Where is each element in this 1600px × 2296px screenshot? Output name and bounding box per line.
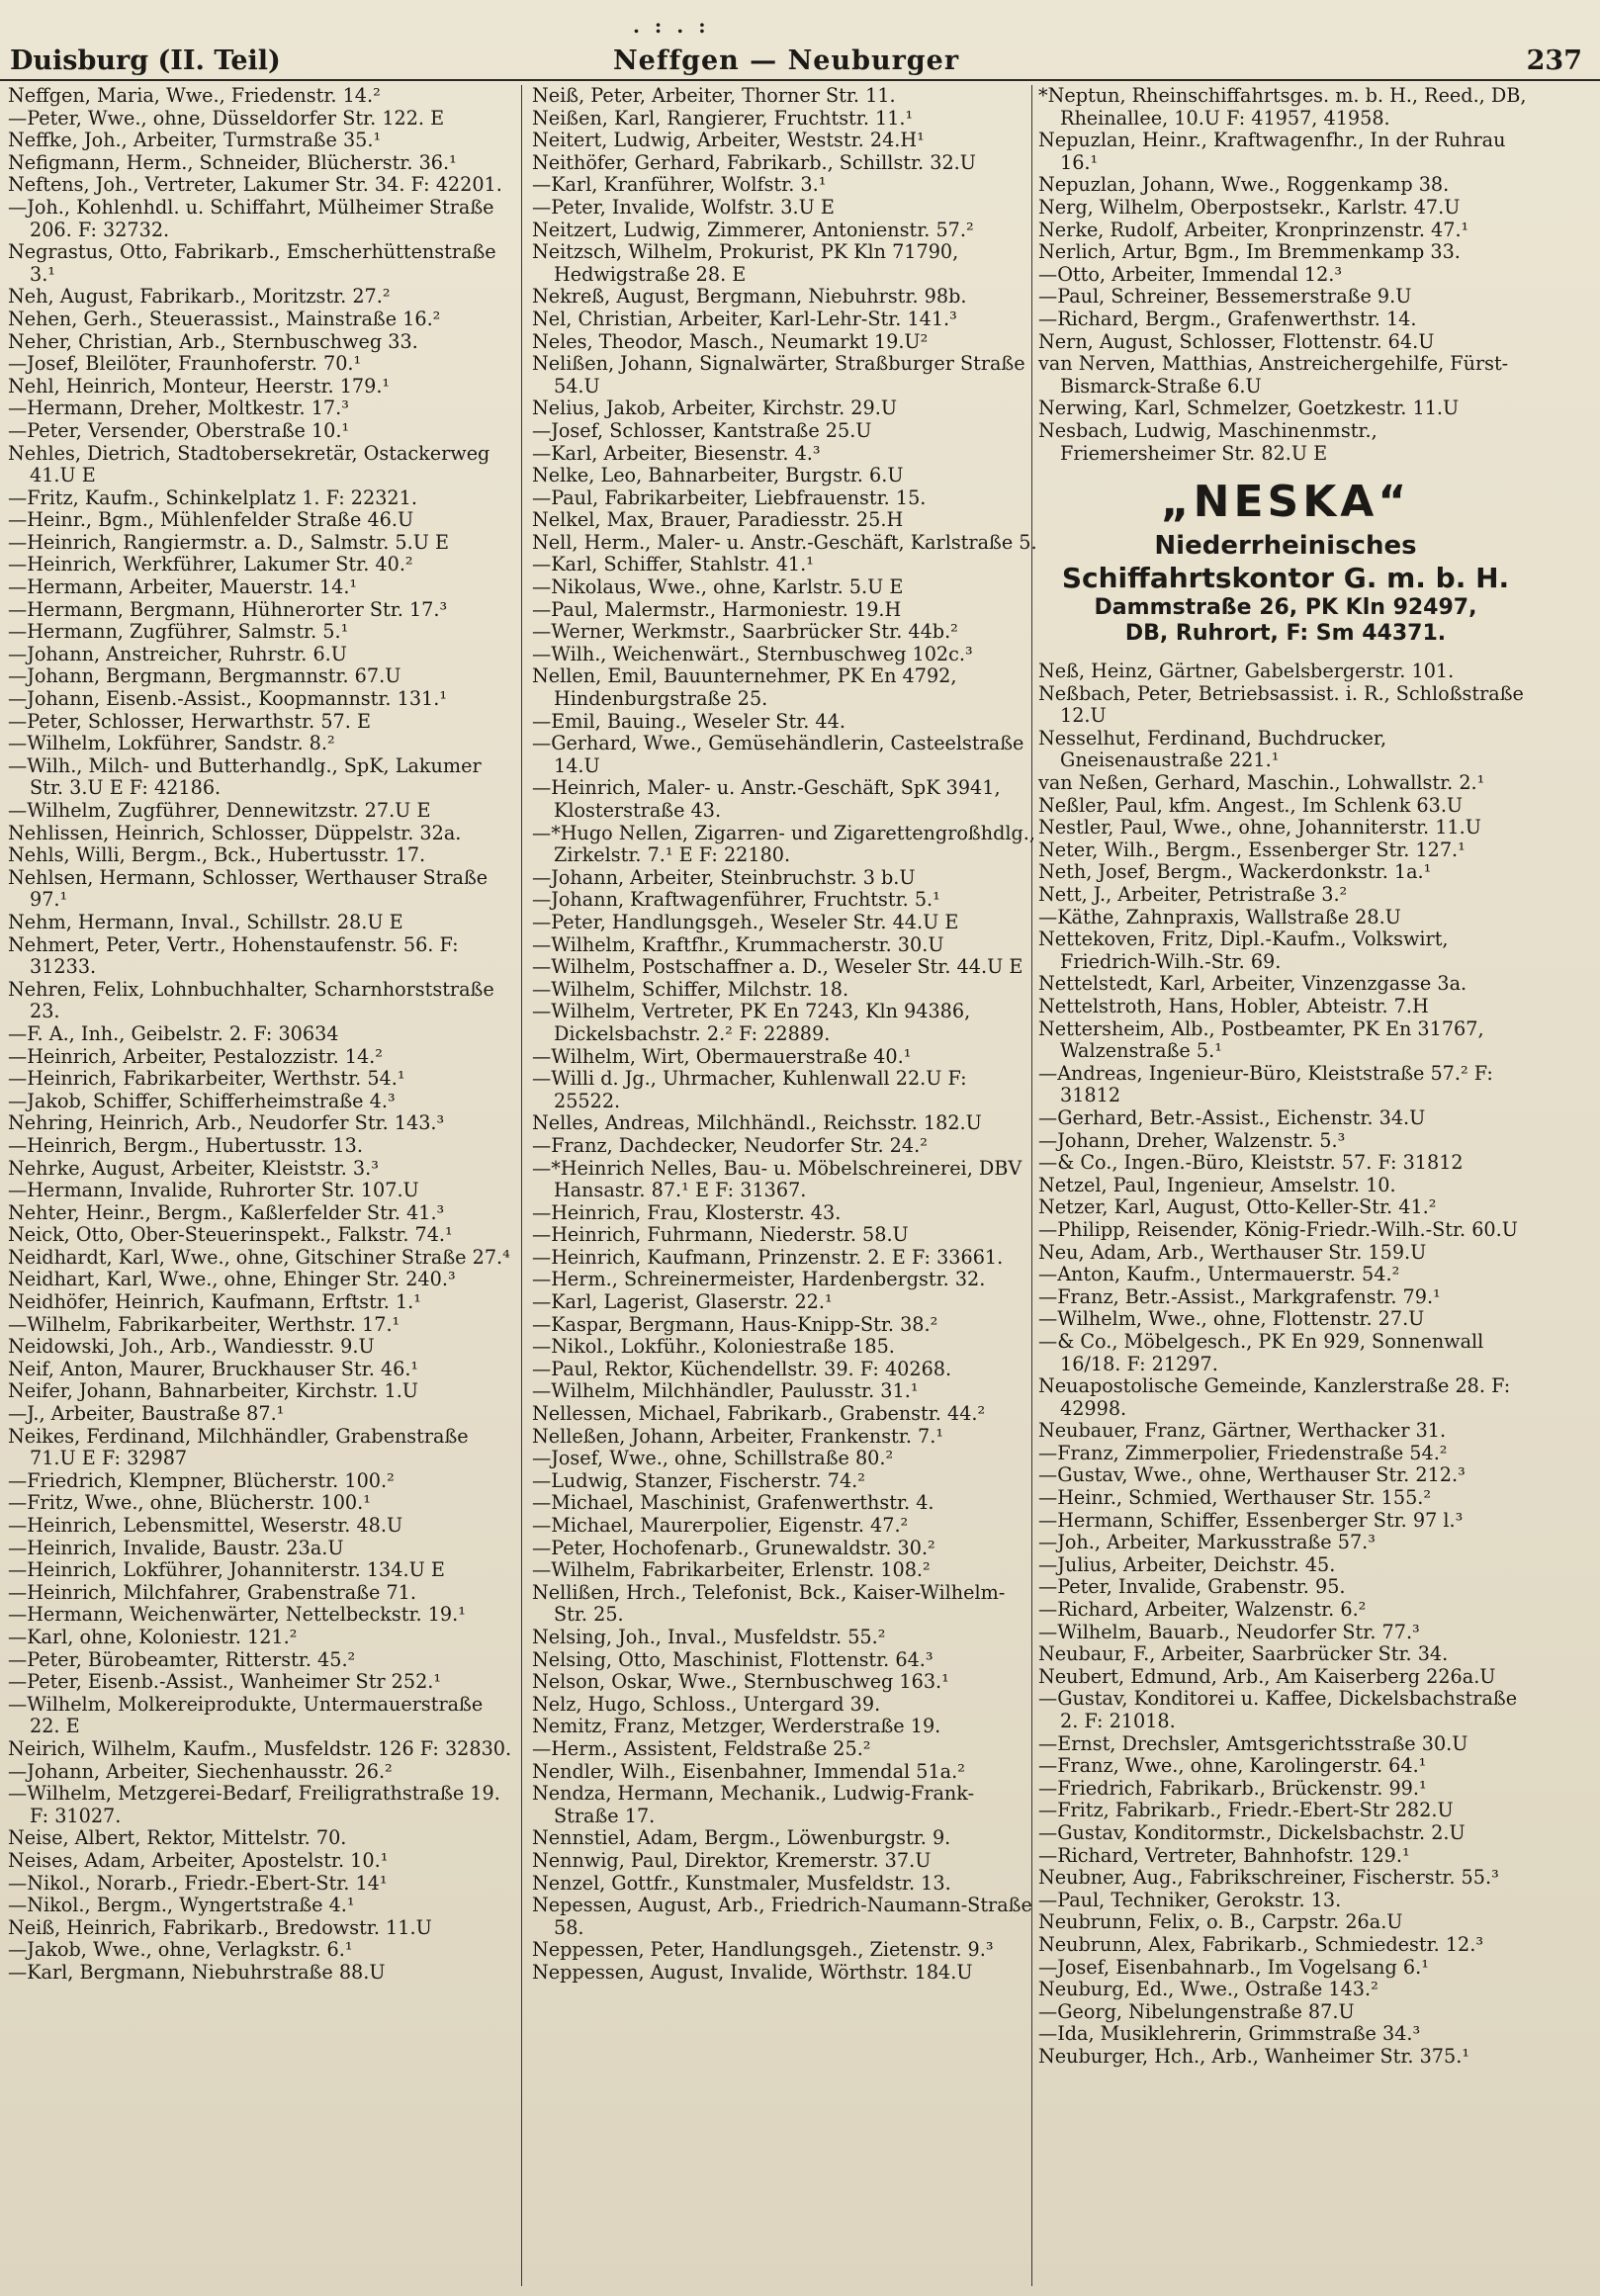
directory-entry: —Johann, Dreher, Walzenstr. 5.³	[1038, 1128, 1346, 1152]
directory-entry: Neuapostolische Gemeinde, Kanzlerstraße 28. F: 42998.	[1038, 1374, 1511, 1420]
header-name-range: Neffgen — Neuburger	[613, 45, 960, 76]
directory-entry: Nell, Herm., Maler- u. Anstr.-Geschäft, Karlstraße 5.	[532, 530, 1037, 554]
directory-entry: Nehren, Felix, Lohnbuchhalter, Scharnhorststraße 23.	[8, 977, 494, 1023]
directory-entry: —Wilhelm, Schiffer, Milchstr. 18.	[532, 977, 849, 1001]
directory-entry: —Johann, Arbeiter, Steinbruchstr. 3 b.U	[532, 865, 916, 889]
directory-entry: Nelius, Jakob, Arbeiter, Kirchstr. 29.U	[532, 397, 897, 420]
directory-entry: —Paul, Techniker, Gerokstr. 13.	[1038, 1888, 1342, 1911]
directory-entry: —Käthe, Zahnpraxis, Wallstraße 28.U	[1038, 905, 1401, 928]
ad-line-1: Niederrheinisches	[1154, 531, 1417, 562]
directory-entry: —Franz, Betr.-Assist., Markgrafenstr. 79.¹	[1038, 1284, 1441, 1308]
directory-entry: —Friedrich, Klempner, Blücherstr. 100.²	[8, 1468, 395, 1492]
directory-entry: —Johann, Eisenb.-Assist., Koopmannstr. 131.¹	[8, 687, 448, 711]
directory-entry: Nehl, Heinrich, Monteur, Heerstr. 179.¹	[8, 374, 391, 397]
directory-entry: Neidhöfer, Heinrich, Kaufmann, Erftstr. 1.¹	[8, 1290, 421, 1314]
directory-entry: Nehring, Heinrich, Arb., Neudorfer Str. 143.³	[8, 1111, 445, 1135]
directory-entry: —Richard, Bergm., Grafenwerthstr. 14.	[1038, 307, 1417, 330]
directory-entry: —Julius, Arbeiter, Deichstr. 45.	[1038, 1552, 1336, 1576]
directory-entry: —Hermann, Arbeiter, Mauerstr. 14.¹	[8, 575, 358, 599]
directory-entry: Neubaur, F., Arbeiter, Saarbrücker Str. 34.	[1038, 1642, 1449, 1666]
directory-entry: —Peter, Invalide, Grabenstr. 95.	[1038, 1575, 1346, 1599]
directory-entry: —Wilhelm, Kraftfhr., Krummacherstr. 30.U	[532, 932, 944, 956]
directory-entry: Neter, Wilh., Bergm., Essenberger Str. 127.¹	[1038, 838, 1466, 861]
directory-entry: van Nerven, Matthias, Anstreichergehilfe, Fürst-Bismarck-Straße 6.U	[1038, 352, 1509, 397]
directory-entry: —Franz, Wwe., ohne, Karolingerstr. 64.¹	[1038, 1754, 1427, 1778]
directory-entry: —Karl, Arbeiter, Biesenstr. 4.³	[532, 441, 821, 465]
directory-entry: —Herm., Assistent, Feldstraße 25.²	[532, 1736, 871, 1760]
directory-entry: —Josef, Eisenbahnarb., Im Vogelsang 6.¹	[1038, 1955, 1429, 1979]
directory-entry: Nelißen, Johann, Signalwärter, Straßburger Straße 54.U	[532, 352, 1025, 397]
directory-entry: —Ida, Musiklehrerin, Grimmstraße 34.³	[1038, 2022, 1421, 2046]
directory-entry: Neuburger, Hch., Arb., Wanheimer Str. 375.¹	[1038, 2044, 1470, 2068]
directory-entry: —Wilhelm, Lokführer, Sandstr. 8.²	[8, 732, 335, 755]
directory-entry: van Neßen, Gerhard, Maschin., Lohwallstr. 2.¹	[1038, 771, 1485, 795]
directory-entry: Neitert, Ludwig, Arbeiter, Weststr. 24.H¹	[532, 129, 925, 152]
directory-entry: Nerg, Wilhelm, Oberpostsekr., Karlstr. 47.U	[1038, 195, 1461, 219]
directory-entry: Neitzsch, Wilhelm, Prokurist, PK Kln 71790, Hedwigstraße 28. E	[532, 240, 959, 286]
directory-entry: Nehles, Dietrich, Stadtobersekretär, Ostackerweg 41.U E	[8, 441, 490, 487]
directory-entry: —Philipp, Reisender, König-Friedr.-Wilh.-Str. 60.U	[1038, 1217, 1518, 1241]
directory-entry: —Werner, Werkmstr., Saarbrücker Str. 44b.²	[532, 620, 958, 644]
directory-entry: Nepuzlan, Johann, Wwe., Roggenkamp 38.	[1038, 173, 1450, 197]
neska-advertisement	[1038, 475, 1533, 647]
directory-entry: —Johann, Bergmann, Bergmannstr. 67.U	[8, 664, 401, 688]
directory-entry: —Heinrich, Frau, Klosterstr. 43.	[532, 1200, 842, 1224]
directory-entry: —Michael, Maschinist, Grafenwerthstr. 4.	[532, 1491, 934, 1515]
directory-entry: —Wilhelm, Metzgerei-Bedarf, Freiligrathstraße 19. F: 31027.	[8, 1782, 500, 1827]
directory-entry: Neubrunn, Felix, o. B., Carpstr. 26a.U	[1038, 1910, 1403, 1934]
directory-entry: —Fritz, Kaufm., Schinkelplatz 1. F: 22321.	[8, 486, 417, 509]
directory-entry: Nepuzlan, Heinr., Kraftwagenfhr., In der Ruhrau 16.¹	[1038, 129, 1506, 174]
directory-entry: Nellen, Emil, Bauunternehmer, PK En 4792, Hindenburgstraße 25.	[532, 664, 957, 711]
directory-entry: —Peter, Hochofenarb., Grunewaldstr. 30.²	[532, 1536, 935, 1559]
directory-entry: —Wilhelm, Molkereiprodukte, Untermauerstraße 22. E	[8, 1692, 484, 1738]
directory-entry: —Heinrich, Arbeiter, Pestalozzistr. 14.²	[8, 1044, 383, 1068]
directory-entry: —Wilhelm, Vertreter, PK En 7243, Kln 94386, Dickelsbachstr. 2.² F: 22889.	[532, 1000, 971, 1045]
directory-entry: —Heinrich, Lebensmittel, Weserstr. 48.U	[8, 1514, 403, 1537]
directory-entry: —Joh., Kohlenhdl. u. Schiffahrt, Mülheimer Straße 206. F: 32732.	[8, 195, 494, 241]
directory-entry: Nern, August, Schlosser, Flottenstr. 64.U	[1038, 329, 1435, 353]
directory-entry: —Wilhelm, Postschaffner a. D., Weseler Str. 44.U E	[532, 955, 1023, 979]
directory-entry: —Heinrich, Lokführer, Johanniterstr. 134.U E	[8, 1558, 445, 1582]
directory-entry: —Hermann, Schiffer, Essenberger Str. 97 l.³	[1038, 1508, 1464, 1532]
directory-entry: Neirich, Wilhelm, Kaufm., Musfeldstr. 126 F: 32830.	[8, 1736, 512, 1760]
directory-entry: Nelz, Hugo, Schloss., Untergard 39.	[532, 1692, 881, 1716]
directory-entry: Neubert, Edmund, Arb., Am Kaiserberg 226a.U	[1038, 1664, 1496, 1688]
directory-entry: —Heinr., Schmied, Werthauser Str. 155.²	[1038, 1486, 1432, 1510]
directory-entry: —Wilhelm, Wwe., ohne, Flottenstr. 27.U	[1038, 1307, 1425, 1331]
directory-entry: —Wilh., Milch- und Butterhandlg., SpK, Lakumer Str. 3.U E F: 42186.	[8, 753, 482, 800]
directory-entry: —Ludwig, Stanzer, Fischerstr. 74.²	[532, 1468, 865, 1492]
directory-entry: —Paul, Fabrikarbeiter, Liebfrauenstr. 15.	[532, 486, 927, 509]
directory-entry: Nennstiel, Adam, Bergm., Löwenburgstr. 9.	[532, 1826, 951, 1850]
directory-entry: —Hermann, Invalide, Ruhrorter Str. 107.U	[8, 1179, 419, 1202]
directory-entry: —Karl, Kranführer, Wolfstr. 3.¹	[532, 173, 827, 197]
directory-entry: Neick, Otto, Ober-Steuerinspekt., Falkstr. 74.¹	[8, 1223, 453, 1247]
directory-entry: —Emil, Bauing., Weseler Str. 44.	[532, 709, 845, 733]
directory-entry: Nelles, Andreas, Milchhändl., Reichsstr. 182.U	[532, 1111, 982, 1135]
directory-entry: Neikes, Ferdinand, Milchhändler, Grabenstraße 71.U E F: 32987	[8, 1424, 469, 1470]
directory-entry: Neubner, Aug., Fabrikschreiner, Fischerstr. 55.³	[1038, 1866, 1499, 1890]
directory-entry: —Karl, Schiffer, Stahlstr. 41.¹	[532, 553, 814, 576]
directory-entry: —Paul, Schreiner, Bessemerstraße 9.U	[1038, 285, 1412, 309]
directory-entry: —Peter, Eisenb.-Assist., Wanheimer Str 252.¹	[8, 1670, 442, 1694]
header-city: Duisburg (II. Teil)	[10, 45, 281, 76]
directory-entry: —Peter, Invalide, Wolfstr. 3.U E	[532, 195, 835, 219]
directory-entry: Nelke, Leo, Bahnarbeiter, Burgstr. 6.U	[532, 464, 904, 487]
directory-entry: —Johann, Anstreicher, Ruhrstr. 6.U	[8, 642, 347, 665]
directory-entry: —& Co., Ingen.-Büro, Kleiststr. 57. F: 31812	[1038, 1151, 1464, 1175]
directory-entry: Nettekoven, Fritz, Dipl.-Kaufm., Volkswirt, Friedrich-Wilh.-Str. 69.	[1038, 927, 1449, 973]
directory-entry: —Wilhelm, Milchhändler, Paulusstr. 31.¹	[532, 1379, 919, 1403]
directory-entry: —Peter, Schlosser, Herwarthstr. 57. E	[8, 709, 371, 733]
directory-entry: —Michael, Maurerpolier, Eigenstr. 47.²	[532, 1514, 909, 1537]
directory-entry: —Jakob, Wwe., ohne, Verlagkstr. 6.¹	[8, 1938, 353, 1962]
directory-entry: —Jakob, Schiffer, Schifferheimstraße 4.³	[8, 1089, 396, 1112]
directory-entry: Neh, August, Fabrikarb., Moritzstr. 27.²	[8, 285, 391, 309]
column-divider-1	[521, 85, 522, 2286]
directory-entry: Nennwig, Paul, Direktor, Kremerstr. 37.U	[532, 1848, 932, 1872]
directory-entry: Neifer, Johann, Bahnarbeiter, Kirchstr. 1.U	[8, 1379, 418, 1403]
directory-entry: —Nikol., Lokführ., Koloniestraße 185.	[532, 1335, 895, 1359]
ad-line-4: DB, Ruhrort, F: Sm 44371.	[1124, 621, 1447, 647]
directory-entry: —Heinrich, Bergm., Hubertusstr. 13.	[8, 1133, 363, 1157]
directory-entry: Neidhardt, Karl, Wwe., ohne, Gitschiner Straße 27.⁴	[8, 1245, 510, 1269]
directory-entry: Neißen, Karl, Rangierer, Fruchtstr. 11.¹	[532, 106, 914, 130]
directory-entry: —Fritz, Fabrikarb., Friedr.-Ebert-Str 282.U	[1038, 1799, 1454, 1822]
directory-entry: Nerke, Rudolf, Arbeiter, Kronprinzenstr. 47.¹	[1038, 218, 1469, 241]
directory-entry: —Karl, Bergmann, Niebuhrstraße 88.U	[8, 1960, 386, 1984]
directory-entry: Nettelstedt, Karl, Arbeiter, Vinzenzgasse 3a.	[1038, 972, 1467, 996]
directory-entry: —Gerhard, Wwe., Gemüsehändlerin, Casteelstraße 14.U	[532, 732, 1024, 777]
directory-entry: Neffgen, Maria, Wwe., Friedenstr. 14.²	[8, 85, 381, 107]
directory-entry: Neffke, Joh., Arbeiter, Turmstraße 35.¹	[8, 129, 382, 152]
directory-entry: —Johann, Kraftwagenführer, Fruchtstr. 5.¹	[532, 888, 940, 912]
directory-entry: —Wilhelm, Fabrikarbeiter, Erlenstr. 108.²	[532, 1558, 931, 1582]
directory-entry: —*Hugo Nellen, Zigarren- und Zigarettengroßhdlg., Zirkelstr. 7.¹ E F: 22180.	[532, 821, 1035, 867]
directory-entry: —Heinrich, Invalide, Baustr. 23a.U	[8, 1536, 344, 1559]
directory-entry: Neppessen, Peter, Handlungsgeh., Zietenstr. 9.³	[532, 1938, 994, 1962]
directory-entry: —Wilhelm, Bauarb., Neudorfer Str. 77.³	[1038, 1620, 1420, 1643]
directory-entry: —Gerhard, Betr.-Assist., Eichenstr. 34.U	[1038, 1105, 1426, 1129]
directory-entry: Nett, J., Arbeiter, Petristraße 3.²	[1038, 883, 1348, 907]
directory-entry: —Otto, Arbeiter, Immendal 12.³	[1038, 262, 1343, 286]
directory-entry: Nelsing, Joh., Inval., Musfeldstr. 55.²	[532, 1625, 886, 1648]
directory-entry: —Josef, Wwe., ohne, Schillstraße 80.²	[532, 1447, 894, 1470]
directory-entry: Neftens, Joh., Vertreter, Lakumer Str. 34. F: 42201.	[8, 173, 502, 197]
directory-entry: Neiß, Peter, Arbeiter, Thorner Str. 11.	[532, 85, 896, 107]
directory-entry: Neitzert, Ludwig, Zimmerer, Antonienstr. 57.²	[532, 218, 974, 241]
page-number: 237	[1526, 45, 1582, 76]
directory-entry: Nekreß, August, Bergmann, Niebuhrstr. 98b.	[532, 285, 967, 309]
directory-entry: *Neptun, Rheinschiffahrtsges. m. b. H., Reed., DB, Rheinallee, 10.U F: 41957, 41958.	[1038, 85, 1527, 130]
directory-entry: Nellißen, Hrch., Telefonist, Bck., Kaiser-Wilhelm-Str. 25.	[532, 1580, 1006, 1627]
directory-entry: Nehm, Hermann, Inval., Schillstr. 28.U E	[8, 910, 403, 933]
directory-entry: —J., Arbeiter, Baustraße 87.¹	[8, 1402, 285, 1426]
directory-entry: —Peter, Wwe., ohne, Düsseldorfer Str. 122. E	[8, 106, 445, 130]
directory-entry: —Georg, Nibelungenstraße 87.U	[1038, 1999, 1355, 2023]
column-3	[1038, 85, 1533, 2290]
directory-entry: —Hermann, Zugführer, Salmstr. 5.¹	[8, 620, 349, 644]
directory-entry: Neises, Adam, Arbeiter, Apostelstr. 10.¹	[8, 1848, 389, 1872]
directory-entry: Nenzel, Gottfr., Kunstmaler, Musfeldstr. 13.	[532, 1871, 951, 1895]
ad-line-2: Schiffahrtskontor G. m. b. H.	[1061, 562, 1510, 595]
directory-entry: Neiß, Heinrich, Fabrikarb., Bredowstr. 11.U	[8, 1915, 432, 1939]
directory-entry: —Heinrich, Werkführer, Lakumer Str. 40.²	[8, 553, 413, 576]
directory-entry: Neppessen, August, Invalide, Wörthstr. 184.U	[532, 1960, 973, 1984]
directory-entry: Nettelstroth, Hans, Hobler, Abteistr. 7.H	[1038, 995, 1429, 1017]
directory-entry: —Kaspar, Bergmann, Haus-Knipp-Str. 38.²	[532, 1312, 938, 1336]
directory-entry: —Gustav, Konditorei u. Kaffee, Dickelsbachstraße 2. F: 21018.	[1038, 1687, 1518, 1732]
directory-entry: Neif, Anton, Maurer, Bruckhauser Str. 46.¹	[8, 1357, 419, 1380]
directory-entry: —Wilhelm, Fabrikarbeiter, Werthstr. 17.¹	[8, 1312, 400, 1336]
directory-entry: Nesselhut, Ferdinand, Buchdrucker, Gneisenaustraße 221.¹	[1038, 726, 1387, 772]
directory-entry: Nepessen, August, Arb., Friedrich-Naumann-Straße 58.	[532, 1894, 1032, 1939]
directory-entry: Nehen, Gerh., Steuerassist., Mainstraße 16.²	[8, 307, 441, 330]
directory-entry: —Peter, Bürobeamter, Ritterstr. 45.²	[8, 1647, 356, 1671]
directory-entry: —F. A., Inh., Geibelstr. 2. F: 30634	[8, 1021, 339, 1045]
directory-entry: —Karl, Lagerist, Glaserstr. 22.¹	[532, 1290, 833, 1314]
directory-entry: Nehlsen, Hermann, Schlosser, Werthauser Straße 97.¹	[8, 865, 489, 912]
directory-entry: —Herm., Schreinermeister, Hardenbergstr. 32.	[532, 1268, 986, 1291]
directory-entry: —Nikol., Norarb., Friedr.-Ebert-Str. 14¹	[8, 1871, 388, 1895]
directory-entry: Neithöfer, Gerhard, Fabrikarb., Schillstr. 32.U	[532, 150, 976, 174]
directory-entry: Nelsing, Otto, Maschinist, Flottenstr. 64.³	[532, 1647, 933, 1671]
directory-entry: —Fritz, Wwe., ohne, Blücherstr. 100.¹	[8, 1491, 371, 1515]
directory-entry: Nemitz, Franz, Metzger, Werderstraße 19.	[532, 1715, 941, 1738]
directory-entry: —Paul, Rektor, Küchendellstr. 39. F: 40268.	[532, 1357, 952, 1380]
directory-entry: Nendza, Hermann, Mechanik., Ludwig-Frank-Straße 17.	[532, 1782, 975, 1827]
column-2	[532, 85, 1038, 2290]
directory-entry: —Gustav, Wwe., ohne, Werthauser Str. 212.³	[1038, 1463, 1466, 1487]
directory-entry: —Wilhelm, Zugführer, Dennewitzstr. 27.U E	[8, 799, 431, 822]
directory-entry: Neth, Josef, Bergm., Wackerdonkstr. 1a.¹	[1038, 860, 1432, 884]
directory-entry: Nehls, Willi, Bergm., Bck., Hubertusstr. 17.	[8, 843, 426, 867]
directory-entry: —Willi d. Jg., Uhrmacher, Kuhlenwall 22.U F: 25522.	[532, 1067, 967, 1112]
directory-entry: —Anton, Kaufm., Untermauerstr. 54.²	[1038, 1263, 1400, 1286]
directory-entry: Neise, Albert, Rektor, Mittelstr. 70.	[8, 1826, 347, 1850]
directory-entry: Neles, Theodor, Masch., Neumarkt 19.U²	[532, 329, 929, 353]
directory-entry: Nettersheim, Alb., Postbeamter, PK En 31767, Walzenstraße 5.¹	[1038, 1016, 1484, 1063]
directory-entry: —Peter, Versender, Oberstraße 10.¹	[8, 418, 350, 442]
ad-company-name: „NESKA“	[1160, 477, 1411, 528]
header-ornament: . : . :	[633, 14, 710, 38]
directory-entry: Neu, Adam, Arb., Werthauser Str. 159.U	[1038, 1240, 1427, 1264]
directory-entry: —Gustav, Konditormstr., Dickelsbachstr. 2.U	[1038, 1820, 1466, 1844]
directory-entry: Nerlich, Artur, Bgm., Im Bremmenkamp 33.	[1038, 240, 1461, 264]
directory-entry: —Heinrich, Kaufmann, Prinzenstr. 2. E F: 33661.	[532, 1245, 1004, 1269]
directory-entry: Neubauer, Franz, Gärtner, Werthacker 31.	[1038, 1419, 1447, 1443]
directory-entry: —Andreas, Ingenieur-Büro, Kleiststraße 57.² F: 31812	[1038, 1061, 1493, 1107]
directory-entry: —Nikol., Bergm., Wyngertstraße 4.¹	[8, 1894, 355, 1917]
directory-entry: Nehlissen, Heinrich, Schlosser, Düppelstr. 32a.	[8, 821, 462, 844]
directory-entry: —Nikolaus, Wwe., ohne, Karlstr. 5.U E	[532, 575, 904, 599]
directory-entry: Neidhart, Karl, Wwe., ohne, Ehinger Str. 240.³	[8, 1268, 456, 1291]
directory-entry: —Wilh., Weichenwärt., Sternbuschweg 102c.³	[532, 642, 973, 665]
ad-line-3: Dammstraße 26, PK Kln 92497,	[1094, 595, 1477, 621]
column-1	[8, 85, 514, 2290]
directory-entry: —Hermann, Dreher, Moltkestr. 17.³	[8, 397, 349, 420]
directory-entry: Nefigmann, Herm., Schneider, Blücherstr. 36.¹	[8, 150, 457, 174]
directory-entry: —Richard, Arbeiter, Walzenstr. 6.²	[1038, 1598, 1367, 1622]
directory-entry: Nesbach, Ludwig, Maschinenmstr., Friemersheimer Str. 82.U E	[1038, 418, 1378, 465]
directory-entry: —Heinr., Bgm., Mühlenfelder Straße 46.U	[8, 508, 414, 532]
directory-entry: —*Heinrich Nelles, Bau- u. Möbelschreinerei, DBV Hansastr. 87.¹ E F: 31367.	[532, 1156, 1022, 1202]
directory-entry: —Hermann, Bergmann, Hühnerorter Str. 17.³	[8, 597, 448, 621]
directory-entry: Neß, Heinz, Gärtner, Gabelsbergerstr. 101.	[1038, 660, 1455, 683]
directory-entry: —Paul, Malermstr., Harmoniestr. 19.H	[532, 597, 902, 621]
directory-entry: Nelkel, Max, Brauer, Paradiesstr. 25.H	[532, 508, 904, 532]
directory-entry: —Heinrich, Fabrikarbeiter, Werthstr. 54.¹	[8, 1067, 405, 1091]
directory-entry: —Heinrich, Fuhrmann, Niederstr. 58.U	[532, 1223, 909, 1247]
directory-entry: Neher, Christian, Arb., Sternbuschweg 33.	[8, 329, 418, 353]
directory-entry: Neßler, Paul, kfm. Angest., Im Schlenk 63.U	[1038, 793, 1464, 817]
directory-entry: Nehter, Heinr., Bergm., Kaßlerfelder Str. 41.³	[8, 1200, 445, 1224]
directory-entry: —Friedrich, Fabrikarb., Brückenstr. 99.¹	[1038, 1776, 1427, 1800]
directory-entry: Neuburg, Ed., Wwe., Ostraße 143.²	[1038, 1978, 1378, 2001]
directory-entry: —Franz, Zimmerpolier, Friedenstraße 54.²	[1038, 1441, 1448, 1464]
directory-entry: —Heinrich, Rangiermstr. a. D., Salmstr. 5.U E	[8, 530, 449, 554]
directory-entry: Netzel, Paul, Ingenieur, Amselstr. 10.	[1038, 1173, 1396, 1196]
directory-entry: Nerwing, Karl, Schmelzer, Goetzkestr. 11.U	[1038, 397, 1460, 420]
directory-entry: Nelleßen, Johann, Arbeiter, Frankenstr. 7.¹	[532, 1424, 944, 1448]
directory-entry: —Hermann, Weichenwärter, Nettelbeckstr. 19.¹	[8, 1603, 466, 1627]
page-header	[0, 14, 1600, 81]
directory-entry: Netzer, Karl, August, Otto-Keller-Str. 41.²	[1038, 1195, 1437, 1219]
directory-entry: —Joh., Arbeiter, Markusstraße 57.³	[1038, 1531, 1376, 1554]
directory-entry: —& Co., Möbelgesch., PK En 929, Sonnenwall 16/18. F: 21297.	[1038, 1329, 1484, 1375]
directory-entry: Nelson, Oskar, Wwe., Sternbuschweg 163.¹	[532, 1670, 949, 1694]
directory-entry: —Josef, Bleilöter, Fraunhoferstr. 70.¹	[8, 352, 362, 376]
directory-entry: Nestler, Paul, Wwe., ohne, Johanniterstr. 11.U	[1038, 816, 1481, 839]
directory-entry: —Heinrich, Milchfahrer, Grabenstraße 71.	[8, 1580, 416, 1604]
directory-entry: Negrastus, Otto, Fabrikarb., Emscherhüttenstraße 3.¹	[8, 240, 496, 286]
directory-entry: Nellessen, Michael, Fabrikarb., Grabenstr. 44.²	[532, 1402, 986, 1426]
directory-entry: —Johann, Arbeiter, Siechenhausstr. 26.²	[8, 1759, 393, 1783]
directory-entry: —Wilhelm, Wirt, Obermauerstraße 40.¹	[532, 1044, 912, 1068]
directory-entry: —Ernst, Drechsler, Amtsgerichtsstraße 30.U	[1038, 1731, 1468, 1755]
directory-entry: —Heinrich, Maler- u. Anstr.-Geschäft, SpK 3941, Klosterstraße 43.	[532, 776, 1001, 822]
directory-entry: Nehrke, August, Arbeiter, Kleiststr. 3.³	[8, 1156, 379, 1180]
directory-entry: Neidowski, Joh., Arb., Wandiesstr. 9.U	[8, 1335, 375, 1359]
directory-entry: —Josef, Schlosser, Kantstraße 25.U	[532, 418, 872, 442]
directory-entry: —Peter, Handlungsgeh., Weseler Str. 44.U E	[532, 910, 959, 933]
directory-entry: Neubrunn, Alex, Fabrikarb., Schmiedestr. 12.³	[1038, 1932, 1484, 1956]
directory-entry: Nehmert, Peter, Vertr., Hohenstaufenstr. 56. F: 31233.	[8, 932, 459, 979]
directory-entry: Nendler, Wilh., Eisenbahner, Immendal 51a.²	[532, 1759, 965, 1783]
directory-entry: Nel, Christian, Arbeiter, Karl-Lehr-Str. 141.³	[532, 307, 957, 330]
directory-entry: —Franz, Dachdecker, Neudorfer Str. 24.²	[532, 1133, 928, 1157]
directory-entry: —Richard, Vertreter, Bahnhofstr. 129.¹	[1038, 1843, 1410, 1867]
directory-entry: —Karl, ohne, Koloniestr. 121.²	[8, 1625, 298, 1648]
directory-entry: Neßbach, Peter, Betriebsassist. i. R., Schloßstraße 12.U	[1038, 681, 1524, 728]
